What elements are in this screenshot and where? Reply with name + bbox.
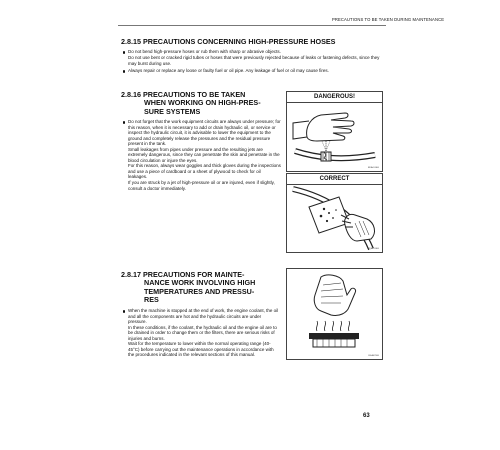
figure-dangerous bbox=[286, 91, 383, 172]
hand-over-hot-surface-illustration bbox=[287, 269, 382, 359]
section-2-8-17-body bbox=[121, 308, 281, 358]
heading-line: WHEN WORKING ON HIGH-PRES- bbox=[144, 98, 261, 108]
bullet-text: Always repair or replace any loose or faulty fuel or oil pipe. Any leakage of fuel or oil may cause fires. bbox=[128, 68, 329, 74]
heading-line: NANCE WORK INVOLVING HIGH bbox=[144, 278, 256, 288]
heading-line: SURE SYSTEMS bbox=[144, 106, 201, 116]
paragraph: Small leakages from pipes under pressure and the resulting jets are extremely dangerous, since they can penetrate the skin and penetrate in the blood circulation or injure the eyes. bbox=[128, 146, 280, 163]
list-item bbox=[121, 119, 281, 191]
header-rule bbox=[118, 25, 386, 26]
list-item bbox=[121, 308, 281, 358]
section-2-8-17-heading bbox=[121, 271, 281, 305]
figure-id: RKAO0360 bbox=[367, 248, 379, 250]
hand-near-leaking-hose-illustration bbox=[287, 103, 382, 171]
heading-line: 2.8.17 PRECAUTIONS FOR MAINTE- bbox=[121, 270, 245, 279]
cardboard-leak-check-illustration bbox=[287, 185, 382, 252]
heading-line: RES bbox=[144, 295, 159, 305]
running-header: PRECAUTIONS TO BE TAKEN DURING MAINTENANCE bbox=[332, 17, 445, 22]
section-2-8-15-body bbox=[121, 49, 383, 74]
heading-line: 2.8.16 PRECAUTIONS TO BE TAKEN bbox=[121, 90, 246, 99]
list-item bbox=[121, 49, 383, 66]
paragraph: When the machine is stopped at the end of work, the engine coolant, the oil and all the components are hot and the hydraulic circuits are under pressure. bbox=[128, 308, 279, 325]
bullet-text-continued: Do not use bent or cracked rigid tubes or hoses that were previously rejected because of leaks or fastening defects, since they may burst during use. bbox=[128, 54, 380, 66]
paragraph: Do not forget that the work equipment circuits are always under pressure; for this reason, when it is necessary to add or drain hydraulic oil, or service or inspect the hydraulic circuit, it is advisable to lower the equipment to the ground and completely release the pressures and the residual pressure present in the tank. bbox=[128, 119, 281, 147]
paragraph: Wait for the temperature to lower within the normal operating range (40-45°C) before carrying out the maintenance operations in accordance with the procedures indicated in the relevant sections of this manual. bbox=[128, 341, 274, 358]
section-2-8-16-body bbox=[121, 119, 281, 191]
section-2-8-15-heading: 2.8.15 PRECAUTIONS CONCERNING HIGH-PRESSURE HOSES bbox=[121, 37, 336, 46]
section-2-8-16-heading bbox=[121, 91, 281, 116]
paragraph: In these conditions, if the coolant, the hydraulic oil and the engine oil are to be drained in order to change them or the filters, there are serious risks of injuries and burns. bbox=[128, 324, 277, 341]
heading-line: TEMPERATURES AND PRESSU- bbox=[144, 286, 255, 296]
page-number: 63 bbox=[363, 413, 370, 419]
figure-correct bbox=[286, 173, 383, 253]
list-item bbox=[121, 68, 383, 74]
figure-title: DANGEROUS! bbox=[313, 94, 355, 100]
paragraph: For this reason, always wear goggles and thick gloves during the inspections and use a piece of cardboard or a sheet of plywood to check for oil leakages. bbox=[128, 163, 281, 180]
paragraph: If you are struck by a jet of high-pressure oil or are injured, even if slightly, consult a doctor immediately. bbox=[128, 180, 275, 191]
figure-title: CORRECT bbox=[319, 176, 350, 182]
figure-id: RKAO0360 bbox=[367, 167, 379, 169]
figure-id: RKA02590 bbox=[368, 355, 379, 357]
figure-hot-components bbox=[286, 268, 383, 360]
bullet-text: Do not bend high-pressure hoses or rub them with sharp or abrasive objects. bbox=[128, 49, 281, 54]
